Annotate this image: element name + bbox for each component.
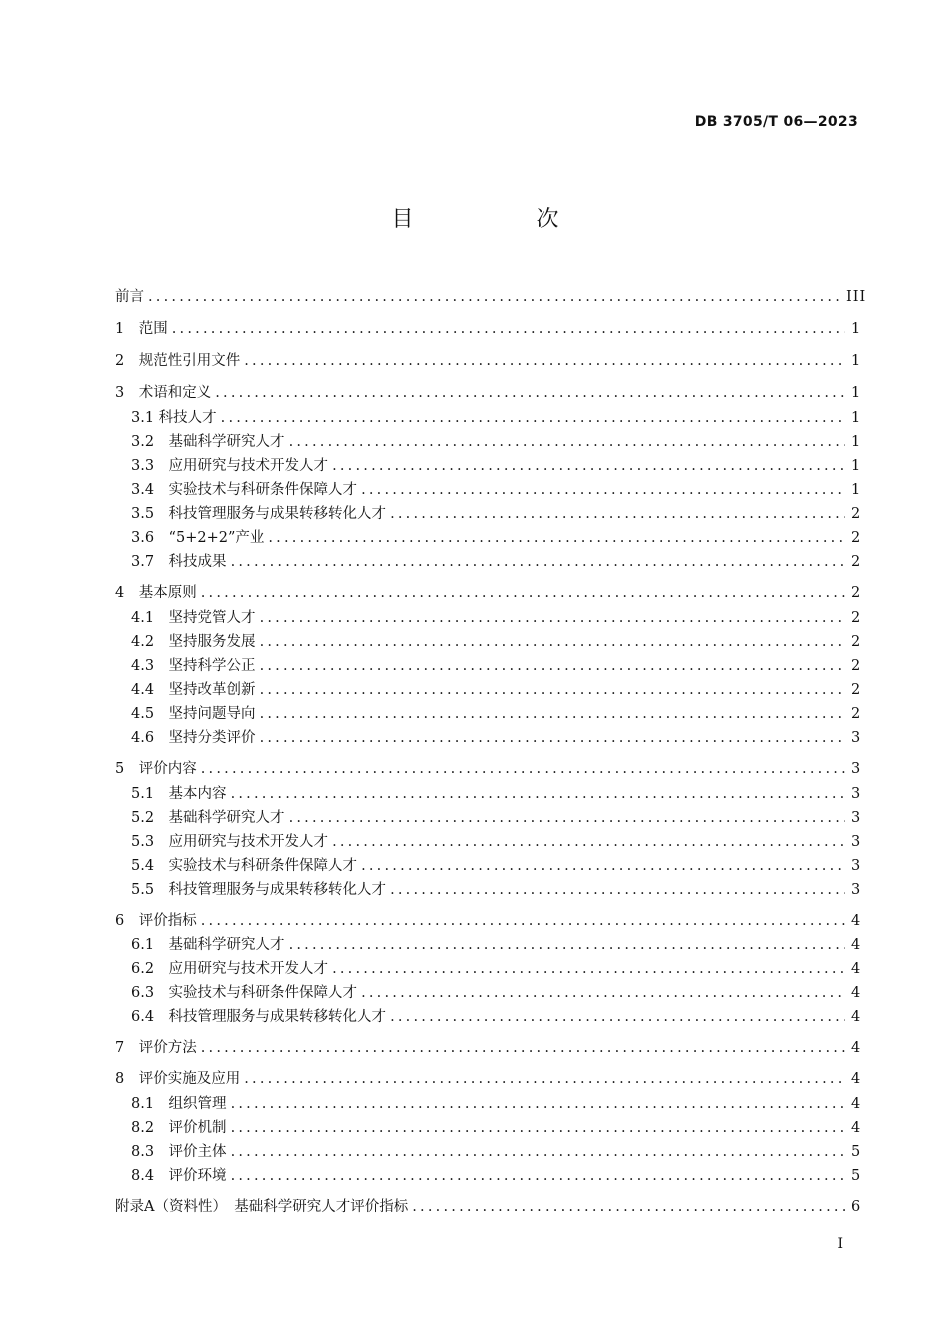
toc-entry-label: 3.7 科技成果	[131, 554, 227, 570]
toc-dot-leader	[260, 728, 845, 748]
toc-entry-page: 4	[851, 961, 862, 977]
toc-entry-page: 2	[851, 706, 862, 722]
toc-dot-leader	[361, 480, 845, 500]
toc-dot-leader	[260, 656, 845, 676]
toc-entry-page: 4	[851, 985, 862, 1001]
toc-entry[interactable]	[131, 784, 862, 804]
toc-entry[interactable]	[115, 759, 862, 779]
toc-dot-leader	[332, 832, 845, 852]
toc-dot-leader	[390, 504, 845, 524]
toc-entry-label: 3.3 应用研究与技术开发人才	[131, 458, 329, 474]
toc-dot-leader	[231, 1142, 845, 1162]
toc-entry-label: 3.6 “5+2+2”产业	[131, 530, 265, 546]
toc-entry-label: 4.6 坚持分类评价	[131, 730, 256, 746]
toc-entry-label: 4.4 坚持改革创新	[131, 682, 256, 698]
toc-entry-page: 4	[851, 937, 862, 953]
toc-dot-leader	[244, 1069, 845, 1089]
toc-entry[interactable]	[115, 319, 862, 339]
toc-entry-page: III	[846, 289, 867, 305]
toc-entry-page: 3	[851, 834, 862, 850]
toc-entry-label: 8 评价实施及应用	[115, 1071, 241, 1087]
toc-dot-leader	[390, 880, 845, 900]
toc-entry-page: 1	[851, 410, 862, 426]
toc-entry-label: 6.4 科技管理服务与成果转移转化人才	[131, 1009, 387, 1025]
toc-entry[interactable]	[131, 856, 862, 876]
toc-entry[interactable]	[131, 808, 862, 828]
toc-entry-label: 7 评价方法	[115, 1040, 197, 1056]
toc-dot-leader	[201, 759, 845, 779]
toc-dot-leader	[231, 784, 845, 804]
toc-entry-page: 1	[851, 353, 862, 369]
toc-entry-label: 1 范围	[115, 321, 168, 337]
toc-entry[interactable]	[115, 383, 862, 403]
toc-entry-label: 5.1 基本内容	[131, 786, 227, 802]
toc-entry-label: 4.1 坚持党管人才	[131, 610, 256, 626]
toc-dot-leader	[260, 680, 845, 700]
toc-entry-label: 8.1 组织管理	[131, 1096, 227, 1112]
toc-entry-label: 8.2 评价机制	[131, 1120, 227, 1136]
toc-entry-label: 6.2 应用研究与技术开发人才	[131, 961, 329, 977]
toc-entry-page: 1	[851, 482, 862, 498]
toc-entry[interactable]	[131, 983, 862, 1003]
toc-entry-page: 3	[851, 810, 862, 826]
toc-dot-leader	[201, 911, 845, 931]
toc-entry[interactable]	[131, 680, 862, 700]
toc-entry[interactable]	[115, 583, 862, 603]
toc-entry-page: 6	[851, 1199, 862, 1215]
toc-dot-leader	[201, 583, 845, 603]
toc-entry[interactable]	[115, 1069, 862, 1089]
toc-entry-page: 2	[851, 610, 862, 626]
toc-entry-page: 4	[851, 913, 862, 929]
toc-dot-leader	[332, 959, 845, 979]
toc-entry[interactable]	[131, 552, 862, 572]
toc-entry-page: 3	[851, 730, 862, 746]
toc-entry-label: 5 评价内容	[115, 761, 197, 777]
toc-entry-page: 5	[851, 1144, 862, 1160]
toc-entry-page: 4	[851, 1040, 862, 1056]
toc-dot-leader	[412, 1197, 845, 1217]
toc-entry[interactable]	[131, 1166, 862, 1186]
toc-entry[interactable]	[115, 1038, 862, 1058]
toc-entry-label: 6.1 基础科学研究人才	[131, 937, 285, 953]
toc-entry[interactable]	[131, 1007, 862, 1027]
toc-entry-page: 1	[851, 321, 862, 337]
toc-entry[interactable]	[131, 1118, 862, 1138]
toc-entry[interactable]	[131, 432, 862, 452]
toc-entry[interactable]	[131, 1094, 862, 1114]
toc-entry-label: 4.2 坚持服务发展	[131, 634, 256, 650]
toc-dot-leader	[260, 608, 845, 628]
toc-entry-page: 2	[851, 554, 862, 570]
toc-entry-page: 1	[851, 385, 862, 401]
toc-entry-label: 3 术语和定义	[115, 385, 212, 401]
toc-entry-label: 5.2 基础科学研究人才	[131, 810, 285, 826]
toc-entry-page: 1	[851, 434, 862, 450]
toc-entry-label: 8.3 评价主体	[131, 1144, 227, 1160]
toc-dot-leader	[289, 808, 845, 828]
toc-dot-leader	[260, 632, 845, 652]
toc-entry-page: 4	[851, 1071, 862, 1087]
toc-dot-leader	[221, 408, 845, 428]
toc-entry-page: 2	[851, 585, 862, 601]
toc-entry[interactable]	[131, 728, 862, 748]
toc-dot-leader	[361, 983, 845, 1003]
toc-dot-leader	[215, 383, 845, 403]
toc-dot-leader	[231, 1094, 845, 1114]
toc-entry-page: 2	[851, 506, 862, 522]
toc-entry-label: 3.5 科技管理服务与成果转移转化人才	[131, 506, 387, 522]
toc-entry-label: 4 基本原则	[115, 585, 197, 601]
toc-entry-page: 2	[851, 634, 862, 650]
toc-entry-label: 4.3 坚持科学公正	[131, 658, 256, 674]
toc-entry[interactable]	[131, 656, 862, 676]
toc-entry-label: 6.3 实验技术与科研条件保障人才	[131, 985, 358, 1001]
toc-entry[interactable]	[131, 528, 862, 548]
toc-entry[interactable]	[131, 1142, 862, 1162]
toc-entry-page: 3	[851, 761, 862, 777]
toc-entry-label: 前言	[115, 289, 144, 305]
toc-entry-page: 2	[851, 682, 862, 698]
toc-entry-page: 3	[851, 882, 862, 898]
toc-entry-label: 3.4 实验技术与科研条件保障人才	[131, 482, 358, 498]
toc-entry-label: 附录A（资料性） 基础科学研究人才评价指标	[115, 1199, 409, 1215]
toc-entry-label: 2 规范性引用文件	[115, 353, 241, 369]
toc-entry-page: 4	[851, 1009, 862, 1025]
toc-entry[interactable]	[131, 480, 862, 500]
toc-dot-leader	[244, 351, 845, 371]
toc-dot-leader	[289, 935, 845, 955]
toc-entry[interactable]	[115, 287, 867, 307]
toc-dot-leader	[260, 704, 845, 724]
toc-entry-page: 1	[851, 458, 862, 474]
toc-entry-page: 3	[851, 786, 862, 802]
toc-entry-label: 5.3 应用研究与技术开发人才	[131, 834, 329, 850]
toc-dot-leader	[231, 1118, 845, 1138]
toc-dot-leader	[268, 528, 845, 548]
toc-dot-leader	[289, 432, 845, 452]
toc-entry[interactable]	[115, 1197, 862, 1217]
toc-entry[interactable]	[115, 351, 862, 371]
toc-entry[interactable]	[131, 959, 862, 979]
toc-dot-leader	[231, 552, 845, 572]
toc-title: 目 次	[391, 207, 617, 232]
toc-entry[interactable]	[115, 911, 862, 931]
toc-dot-leader	[148, 287, 840, 307]
toc-dot-leader	[332, 456, 845, 476]
toc-entry-page: 2	[851, 658, 862, 674]
toc-dot-leader	[172, 319, 845, 339]
toc-entry[interactable]	[131, 504, 862, 524]
page-number: I	[837, 1236, 843, 1252]
toc-entry-page: 4	[851, 1120, 862, 1136]
toc-entry[interactable]	[131, 935, 862, 955]
toc-entry-page: 5	[851, 1168, 862, 1184]
toc-dot-leader	[361, 856, 845, 876]
toc-entry-label: 8.4 评价环境	[131, 1168, 227, 1184]
toc-entry[interactable]	[131, 456, 862, 476]
toc-entry[interactable]	[131, 880, 862, 900]
toc-entry[interactable]	[131, 632, 862, 652]
toc-entry[interactable]	[131, 832, 862, 852]
document-code: DB 3705/T 06—2023	[694, 114, 858, 130]
toc-dot-leader	[390, 1007, 845, 1027]
toc-entry-label: 3.2 基础科学研究人才	[131, 434, 285, 450]
toc-entry[interactable]	[131, 608, 862, 628]
toc-entry[interactable]	[131, 704, 862, 724]
toc-dot-leader	[231, 1166, 845, 1186]
toc-entry-page: 4	[851, 1096, 862, 1112]
toc-dot-leader	[201, 1038, 845, 1058]
toc-entry-label: 5.5 科技管理服务与成果转移转化人才	[131, 882, 387, 898]
toc-entry-label: 4.5 坚持问题导向	[131, 706, 256, 722]
toc-entry[interactable]	[131, 408, 862, 428]
toc-entry-label: 3.1 科技人才	[131, 410, 217, 426]
toc-entry-page: 2	[851, 530, 862, 546]
toc-entry-page: 3	[851, 858, 862, 874]
toc-entry-label: 6 评价指标	[115, 913, 197, 929]
toc-entry-label: 5.4 实验技术与科研条件保障人才	[131, 858, 358, 874]
